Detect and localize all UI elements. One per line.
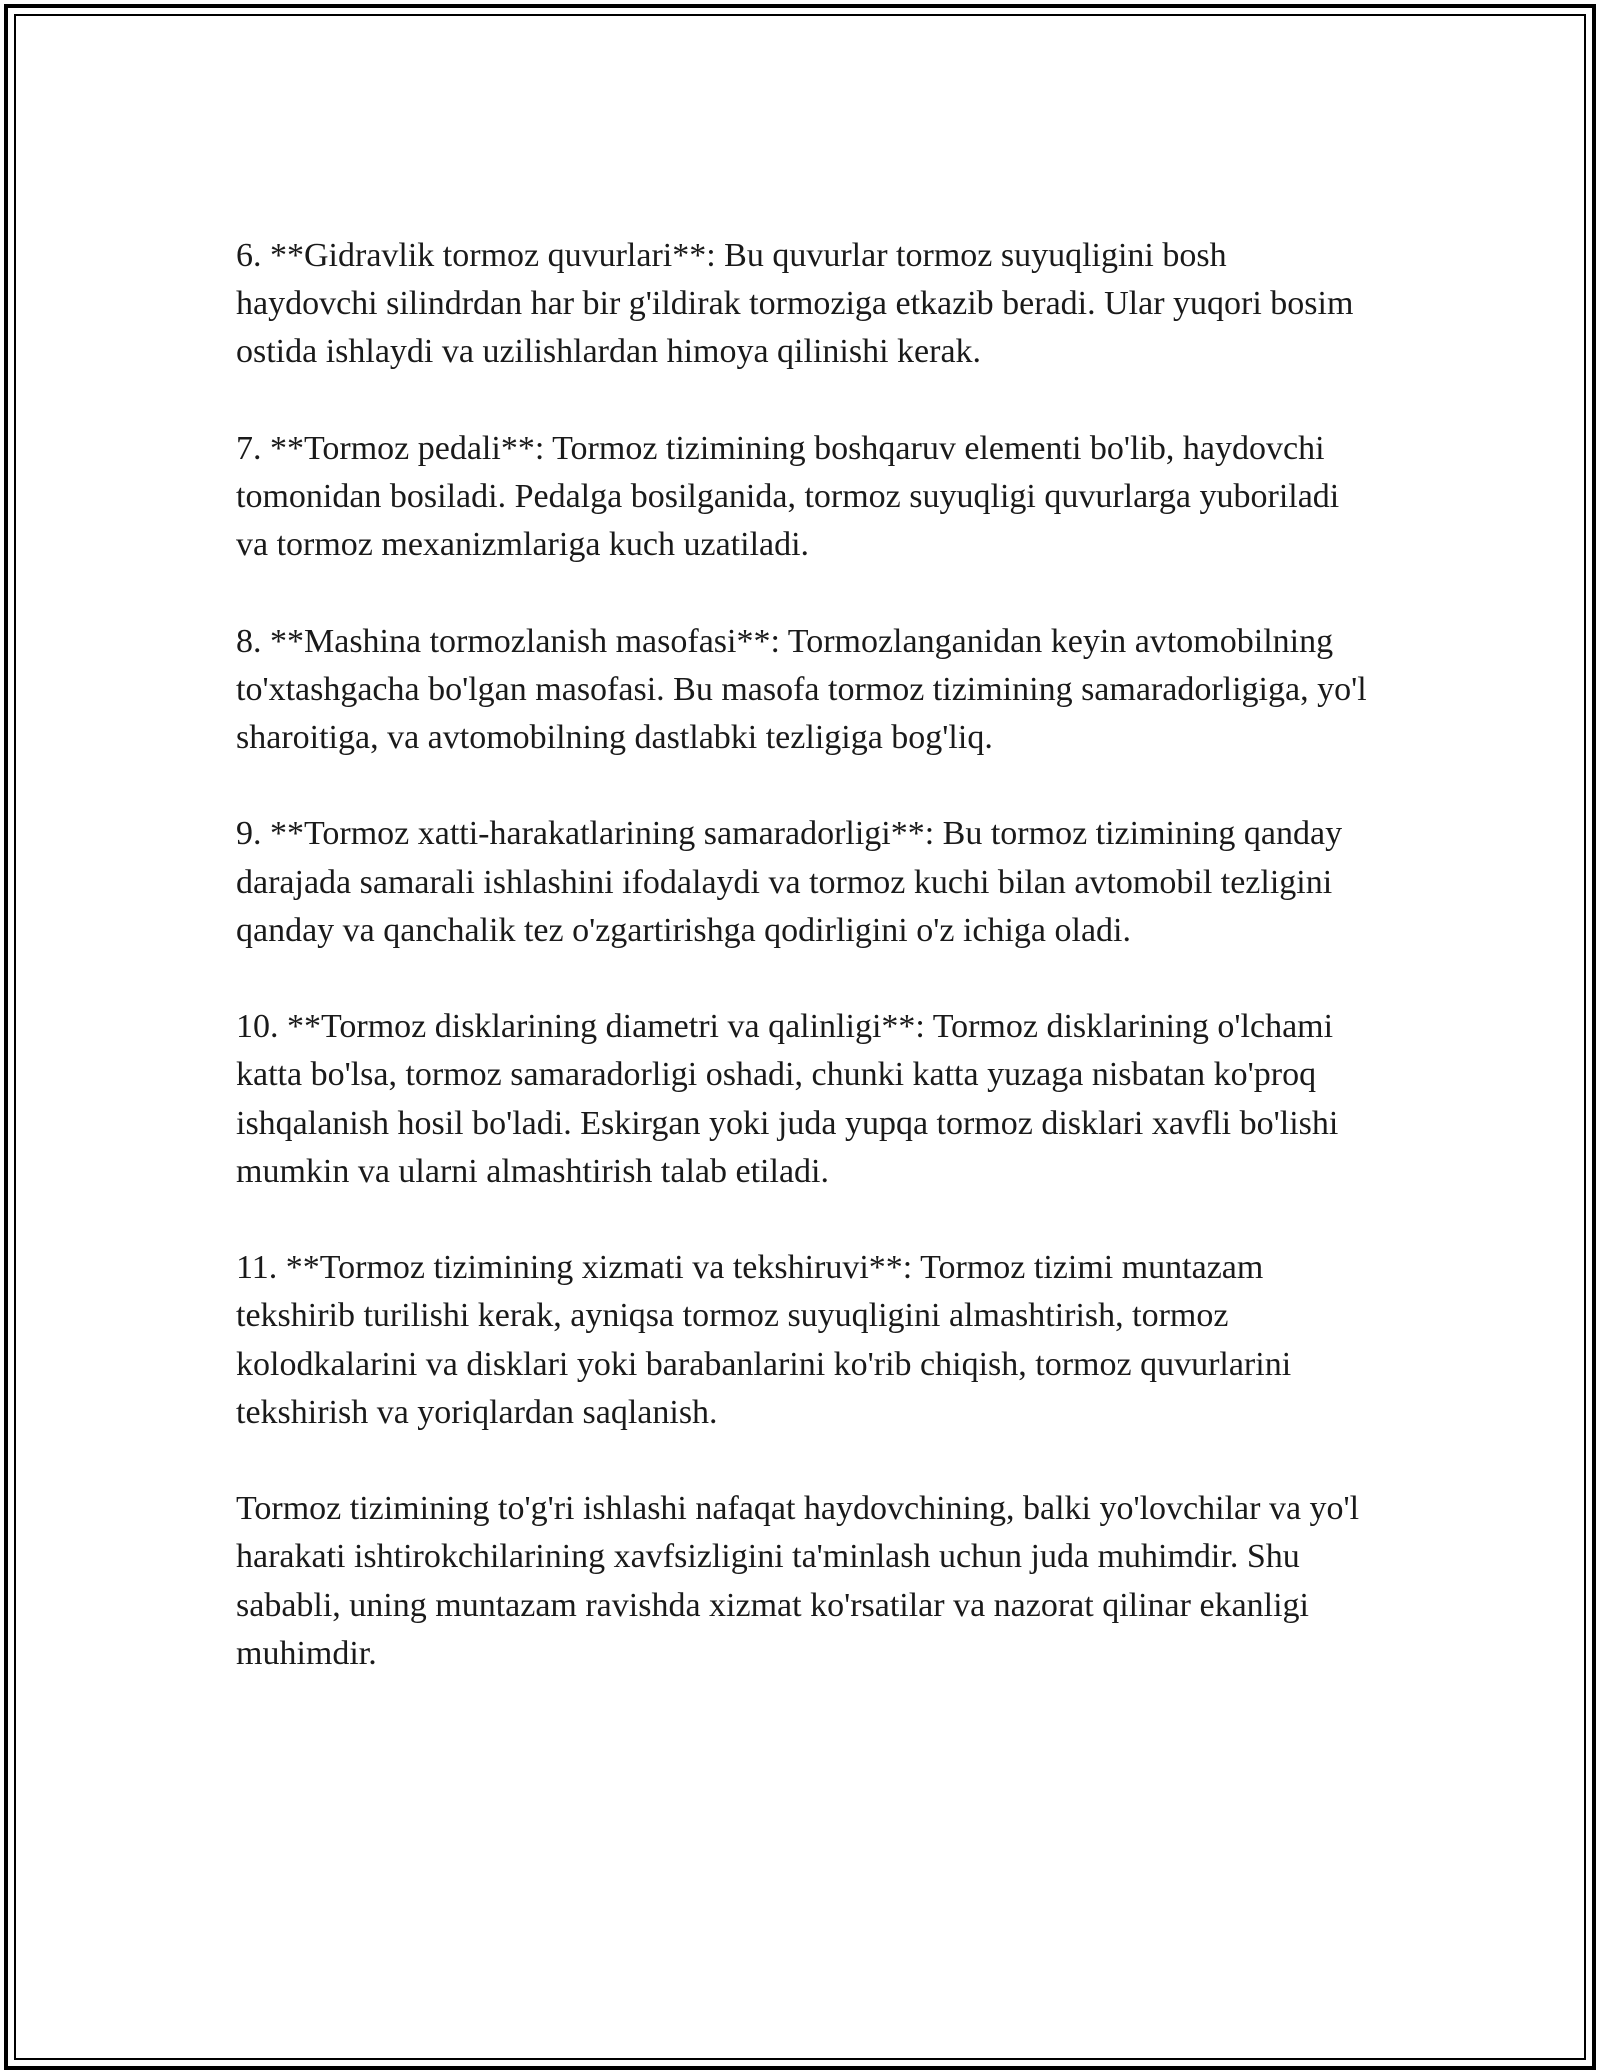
paragraph-braking-efficiency: 9. **Tormoz xatti-harakatlarining samaradorligi**: Bu tormoz tizimining qanday darajada samarali ishlashini ifodalaydi va tormoz kuchi bilan avtomobil tezligini qanday va qanchalik tez o'zgartirishga qodirligini o'z ichiga oladi. bbox=[236, 815, 1343, 949]
paragraph-hydraulic-brake-lines: 6. **Gidravlik tormoz quvurlari**: Bu quvurlar tormoz suyuqligini bosh haydovchi silindrdan har bir g'ildirak tormoziga etkazib beradi. Ular yuqori bosim ostida ishlaydi va uzilishlardan himoya qilinishi kerak. bbox=[236, 237, 1354, 371]
document-body bbox=[236, 232, 1376, 1678]
paragraph-brake-disc-size: 10. **Tormoz disklarining diametri va qalinligi**: Tormoz disklarining o'lchami katta bo'lsa, tormoz samaradorligi oshadi, chunki katta yuzaga nisbatan ko'proq ishqalanish hosil bo'ladi. Eskirgan yoki juda yupqa tormoz disklari xavfli bo'lishi mumkin va ularni almashtirish talab etiladi. bbox=[236, 1008, 1339, 1190]
paragraph-brake-maintenance: 11. **Tormoz tizimining xizmati va tekshiruvi**: Tormoz tizimi muntazam tekshirib turilishi kerak, ayniqsa tormoz suyuqligini almashtirish, tormoz kolodkalarini va disklari yoki barabanlarini ko'rib chiqish, tormoz quvurlarini tekshirish va yoriqlardan saqlanish. bbox=[236, 1249, 1292, 1431]
paragraph-conclusion: Tormoz tizimining to'g'ri ishlashi nafaqat haydovchining, balki yo'lovchilar va yo'l harakati ishtirokchilarining xavfsizligini ta'minlash uchun juda muhimdir. Shu sababli, uning muntazam ravishda xizmat ko'rsatilar va nazorat qilinar ekanligi muhimdir. bbox=[236, 1490, 1360, 1672]
paragraph-brake-pedal: 7. **Tormoz pedali**: Tormoz tizimining boshqaruv elementi bo'lib, haydovchi tomonidan bosiladi. Pedalga bosilganida, tormoz suyuqligi quvurlarga yuboriladi va tormoz mexanizmlariga kuch uzatiladi. bbox=[236, 429, 1340, 564]
paragraph-braking-distance: 8. **Mashina tormozlanish masofasi**: Tormozlanganidan keyin avtomobilning to'xtashgacha bo'lgan masofasi. Bu masofa tormoz tizimining samaradorligiga, yo'l sharoitiga, va avtomobilning dastlabki tezligiga bog'liq. bbox=[236, 622, 1367, 756]
